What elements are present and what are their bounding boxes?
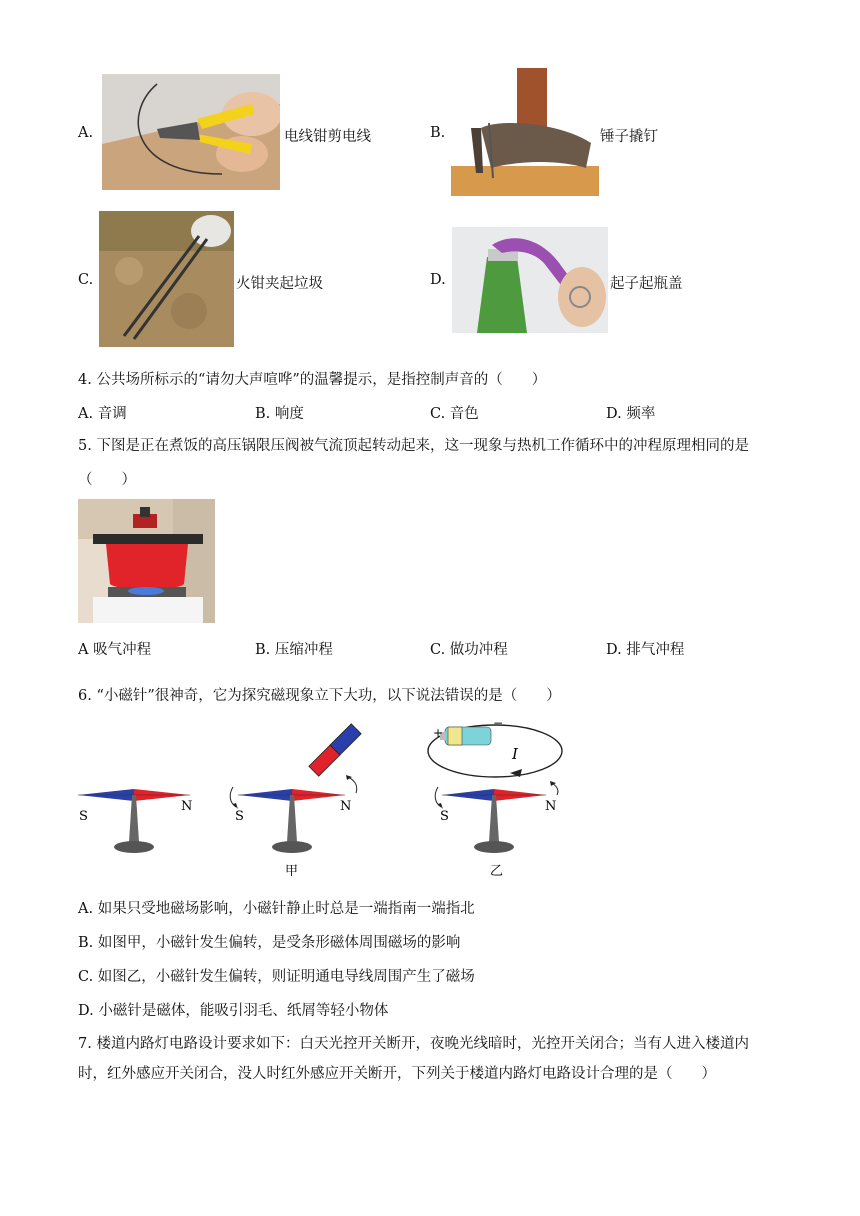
battery-circuit [428, 725, 562, 777]
compass-needle-yi [435, 781, 558, 853]
battery-minus-label: − [493, 716, 504, 730]
pole-n-label-jia: N [340, 799, 352, 814]
figure-label-yi: 乙 [490, 864, 504, 879]
q6-option-c: C. 如图乙，小磁针发生偏转，则证明通电导线周围产生了磁场 [78, 969, 475, 985]
pole-s-label: S [79, 809, 88, 824]
compass-figure [70, 715, 580, 885]
q5-stem-line2: （ ） [78, 472, 136, 488]
q4-option-a: A. 音调 [78, 406, 127, 422]
hammer-photo [451, 68, 599, 196]
q4-option-d: D. 频率 [606, 406, 656, 422]
q5-option-b: B. 压缩冲程 [255, 642, 333, 658]
q6-option-a: A. 如果只受地磁场影响，小磁针静止时总是一端指南一端指北 [78, 901, 475, 917]
q4-stem: 4. 公共场所标示的“请勿大声喧哗”的温馨提示，是指控制声音的（ ） [78, 372, 547, 388]
q6-option-b: B. 如图甲，小磁针发生偏转，是受条形磁体周围磁场的影响 [78, 935, 461, 951]
q6-stem: 6. “小磁针”很神奇，它为探究磁现象立下大功，以下说法错误的是（ ） [78, 688, 561, 704]
option-d-caption: 起子起瓶盖 [610, 276, 683, 292]
pliers-photo [102, 74, 280, 190]
q5-option-d: D. 排气冲程 [606, 642, 685, 658]
current-label: I [512, 745, 518, 763]
pole-s-label-jia: S [235, 809, 244, 824]
option-a-caption: 电线钳剪电线 [284, 129, 371, 145]
q6-option-d: D. 小磁针是磁体，能吸引羽毛、纸屑等轻小物体 [78, 1003, 389, 1019]
option-b-letter: B. [430, 125, 446, 141]
option-b-caption: 锤子撬钉 [600, 129, 658, 145]
compass-needle-jia [230, 775, 357, 853]
q5-option-a: A 吸气冲程 [78, 642, 152, 658]
q4-option-b: B. 响度 [255, 406, 304, 422]
q4-option-c: C. 音色 [430, 406, 479, 422]
q5-stem-line1: 5. 下图是正在煮饭的高压锅限压阀被气流顶起转动起来，这一现象与热机工作循环中的冲程原理相同的是 [78, 438, 749, 454]
q7-stem-line1: 7. 楼道内路灯电路设计要求如下：白天光控开关断开，夜晚光线暗时，光控开关闭合；当有人进入楼道内 [78, 1036, 749, 1052]
pole-n-label-yi: N [545, 799, 557, 814]
option-c-caption: 火钳夹起垃圾 [236, 276, 323, 292]
option-d-letter: D. [430, 272, 446, 288]
option-a-letter: A. [78, 125, 94, 141]
option-c-letter: C. [78, 272, 94, 288]
q5-option-c: C. 做功冲程 [430, 642, 508, 658]
pole-n-label: N [181, 799, 193, 814]
bar-magnet [309, 724, 361, 776]
tongs-photo [99, 211, 234, 347]
q7-stem-line2: 时，红外感应开关闭合，没人时红外感应开关断开，下列关于楼道内路灯电路设计合理的是（ ） [78, 1066, 716, 1082]
bottle-opener-photo [452, 227, 608, 333]
battery-plus-label: + [433, 726, 444, 740]
pressure-cooker-photo [78, 499, 215, 623]
compass-needle-plain [78, 789, 193, 853]
pole-s-label-yi: S [440, 809, 449, 824]
figure-label-jia: 甲 [285, 864, 299, 879]
